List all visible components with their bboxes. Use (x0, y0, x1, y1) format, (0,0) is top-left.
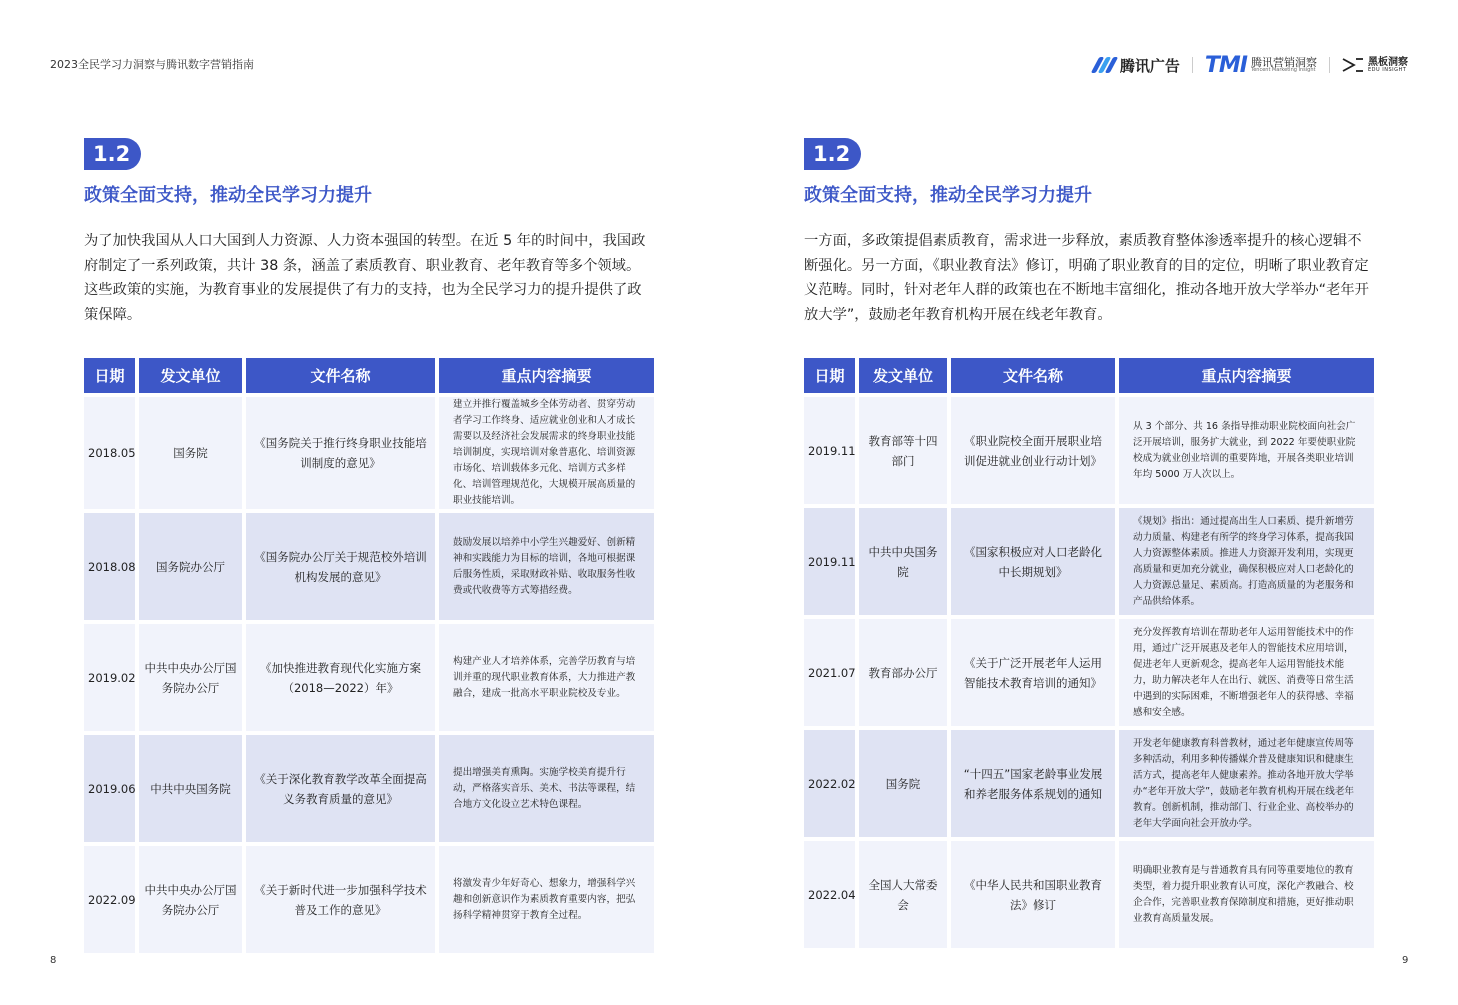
tencent-ad-logo (1095, 55, 1180, 76)
cell-org: 中共中央办公厅国务院办公厅 (139, 846, 242, 953)
table-row (804, 841, 1374, 948)
cell-date: 2022.02 (804, 730, 855, 837)
column-header-name: 文件名称 (951, 358, 1115, 393)
table-row (84, 624, 654, 731)
cell-summary: 《规划》指出：通过提高出生人口素质、提升新增劳动力质量、构建老有所学的终身学习体系，提高我国人力资源整体素质。推进人力资源开发利用，实现更高质量和更加充分就业，确保积极应对人口老龄化的人力资源总量足、素质高。打造高质量的为老服务和产品供给体系。 (1119, 508, 1374, 615)
cell-date: 2021.07 (804, 619, 855, 726)
cell-date: 2019.06 (84, 735, 135, 842)
cell-document-name: 《关于广泛开展老年人运用智能技术教育培训的通知》 (951, 619, 1115, 726)
cell-date: 2019.11 (804, 397, 855, 504)
table-row (804, 508, 1374, 615)
heiban-logo-cn: 黑板洞察 (1368, 56, 1408, 68)
table-row (84, 397, 654, 509)
logo-bar (1095, 52, 1408, 78)
cell-document-name: 《国务院关于推行终身职业技能培训制度的意见》 (246, 397, 435, 509)
table-row (804, 730, 1374, 837)
cell-org: 国务院 (139, 397, 242, 509)
intro-paragraph: 一方面，多政策提倡素质教育，需求进一步释放，素质教育整体渗透率提升的核心逻辑不断强化。另一方面，《职业教育法》修订，明确了职业教育的目的定位，明晰了职业教育定义范畴。同时，针对老年人群的政策也在不断地丰富细化，推动各地开放大学举办“老年开放大学”，鼓励老年教育机构开展在线老年教育。 (804, 233, 1369, 323)
tencent-ad-mark-icon (1095, 57, 1114, 73)
cell-summary: 从 3 个部分、共 16 条指导推动职业院校面向社会广泛开展培训，服务扩大就业，到 2022 年要使职业院校成为就业创业培训的重要阵地，开展各类职业培训年均 5000 万人次以上。 (1119, 397, 1374, 504)
cell-document-name: 《职业院校全面开展职业培训促进就业创业行动计划》 (951, 397, 1115, 504)
tmi-logo (1205, 53, 1317, 78)
cell-org: 中共中央国务院 (139, 735, 242, 842)
cell-summary: 建立并推行覆盖城乡全体劳动者、贯穿劳动者学习工作终身、适应就业创业和人才成长需要以及经济社会发展需求的终身职业技能培训制度，实现培训对象普惠化、培训资源市场化、培训载体多元化、培训方式多样化、培训管理规范化，大规模开展高质量的职业技能培训。 (439, 397, 654, 509)
cell-org: 教育部办公厅 (859, 619, 947, 726)
section-title: 政策全面支持，推动全民学习力提升 (804, 185, 1092, 206)
policy-table (80, 354, 658, 957)
table-header-row (804, 358, 1374, 393)
table-row (84, 513, 654, 620)
page-number-left: 8 (50, 955, 57, 966)
tmi-logo-cn: 腾讯营销洞察 (1251, 55, 1317, 69)
page-number-right: 9 (1402, 955, 1409, 966)
document-title: 2023全民学习力洞察与腾讯数字营销指南 (50, 58, 254, 71)
heiban-logo-en: EDU INSIGHT (1368, 66, 1407, 73)
table-row (84, 846, 654, 953)
table-header-row (84, 358, 654, 393)
section-title: 政策全面支持，推动全民学习力提升 (84, 185, 372, 206)
section-number-badge: 1.2 (84, 138, 141, 170)
policy-table (800, 354, 1378, 952)
table-row (804, 397, 1374, 504)
cell-document-name: 《加快推进教育现代化实施方案（2018—2022）年》 (246, 624, 435, 731)
cell-org: 国务院办公厅 (139, 513, 242, 620)
column-header-summary: 重点内容摘要 (1119, 358, 1374, 393)
cell-document-name: 《关于新时代进一步加强科学技术普及工作的意见》 (246, 846, 435, 953)
intro-paragraph: 为了加快我国从人口大国到人力资源、人力资本强国的转型。在近 5 年的时间中，我国政府制定了一系列政策，共计 38 条，涵盖了素质教育、职业教育、老年教育等多个领域。这些政策的实施，为教育事业的发展提供了有力的支持，也为全民学习力的提升提供了政策保障。 (84, 233, 646, 323)
cell-summary: 将激发青少年好奇心、想象力，增强科学兴趣和创新意识作为素质教育重要内容，把弘扬科学精神贯穿于教育全过程。 (439, 846, 654, 953)
tmi-logo-mark: TMI (1204, 52, 1247, 78)
cell-org: 中共中央办公厅国务院办公厅 (139, 624, 242, 731)
column-header-summary: 重点内容摘要 (439, 358, 654, 393)
cell-date: 2022.09 (84, 846, 135, 953)
cell-document-name: 《中华人民共和国职业教育法》修订 (951, 841, 1115, 948)
cell-summary: 开发老年健康教育科普教材，通过老年健康宣传周等多种活动，利用多种传播媒介普及健康知识和健康生活方式，提高老年人健康素养。推动各地开放大学举办“老年开放大学”，鼓励老年教育机构开展在线老年教育。创新机制，推动部门、行业企业、高校举办的老年大学面向社会开放办学。 (1119, 730, 1374, 837)
tmi-logo-en: Tencent Marketing Insight (1251, 67, 1316, 74)
cell-date: 2019.11 (804, 508, 855, 615)
cell-org: 全国人大常委会 (859, 841, 947, 948)
logo-divider (1192, 57, 1193, 73)
column-header-name: 文件名称 (246, 358, 435, 393)
cell-summary: 提出增强美育熏陶。实施学校美育提升行动，严格落实音乐、美术、书法等课程，结合地方文化设立艺术特色课程。 (439, 735, 654, 842)
logo-divider (1329, 57, 1330, 73)
cell-org: 国务院 (859, 730, 947, 837)
cell-summary: 充分发挥教育培训在帮助老年人运用智能技术中的作用，通过广泛开展惠及老年人的智能技术应用培训，促进老年人更新观念，提高老年人运用智能技术能力，助力解决老年人在出行、就医、消费等日常生活中遇到的实际困难，不断增强老年人的获得感、幸福感和安全感。 (1119, 619, 1374, 726)
heiban-logo (1342, 57, 1408, 74)
column-header-date: 日期 (84, 358, 135, 393)
cell-document-name: “十四五”国家老龄事业发展和养老服务体系规划的通知 (951, 730, 1115, 837)
cell-date: 2018.08 (84, 513, 135, 620)
tencent-ad-logo-text: 腾讯广告 (1119, 56, 1180, 75)
cell-document-name: 《关于深化教育教学改革全面提高义务教育质量的意见》 (246, 735, 435, 842)
cell-summary: 构建产业人才培养体系，完善学历教育与培训并重的现代职业教育体系，大力推进产教融合，建成一批高水平职业院校及专业。 (439, 624, 654, 731)
cell-org: 中共中央国务院 (859, 508, 947, 615)
cell-summary: 鼓励发展以培养中小学生兴趣爱好、创新精神和实践能力为目标的培训，各地可根据课后服务性质，采取财政补贴、收取服务性收费或代收费等方式筹措经费。 (439, 513, 654, 620)
column-header-org: 发文单位 (139, 358, 242, 393)
table-row (84, 735, 654, 842)
cell-document-name: 《国家积极应对人口老龄化中长期规划》 (951, 508, 1115, 615)
cell-date: 2019.02 (84, 624, 135, 731)
cell-summary: 明确职业教育是与普通教育具有同等重要地位的教育类型，着力提升职业教育认可度，深化产教融合、校企合作，完善职业教育保障制度和措施，更好推动职业教育高质量发展。 (1119, 841, 1374, 948)
table-row (804, 619, 1374, 726)
column-header-date: 日期 (804, 358, 855, 393)
cell-date: 2018.05 (84, 397, 135, 509)
cell-document-name: 《国务院办公厅关于规范校外培训机构发展的意见》 (246, 513, 435, 620)
section-number-badge: 1.2 (804, 138, 861, 170)
cell-org: 教育部等十四部门 (859, 397, 947, 504)
column-header-org: 发文单位 (859, 358, 947, 393)
heiban-logo-icon (1342, 58, 1364, 72)
cell-date: 2022.04 (804, 841, 855, 948)
